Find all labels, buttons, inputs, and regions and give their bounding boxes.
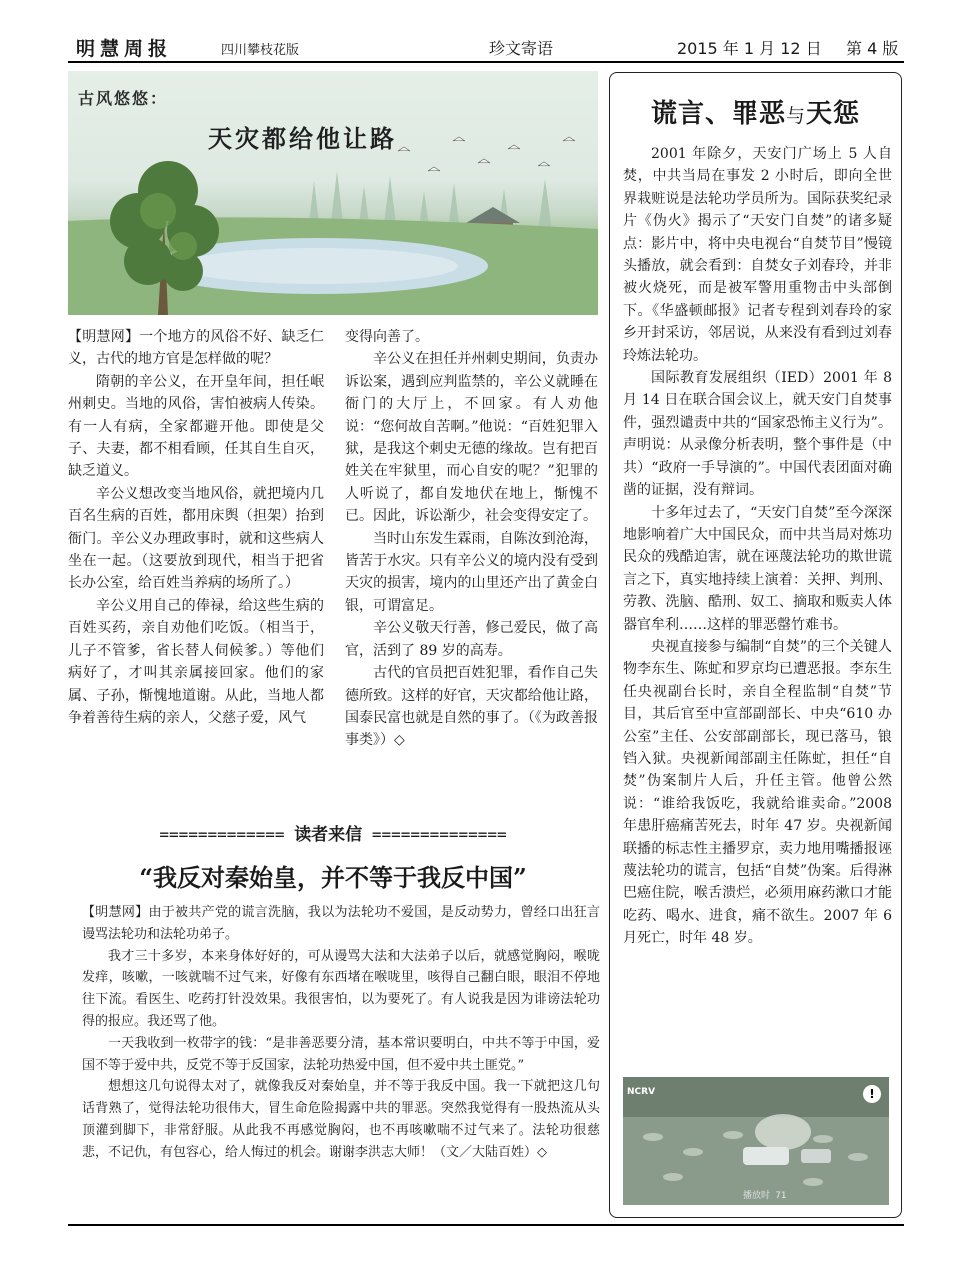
article-paragraph: 当时山东发生霖雨，自陈汝到沧海，皆苦于水灾。只有辛公义的境内没有受到天灾的损害，境内的山里还产出了黄金白银，可谓富足。: [345, 530, 598, 614]
square-scene: [623, 1077, 889, 1205]
page-header: [68, 34, 904, 60]
sidebar-title-part: 谎言、罪恶: [650, 99, 786, 129]
page-number: 第 4 版: [846, 39, 899, 58]
divider-left: =============: [159, 825, 285, 844]
sidebar-body: [623, 143, 892, 950]
letter-paragraph: 想想这几句说得太对了，就像我反对秦始皇，并不等于我反中国。我一下就把这几句话背熟了，觉得法轮功很伟大，冒生命危险揭露中共的罪恶。突然我觉得有一股热流从头顶灌到脚下，非常舒服。从此我不再感觉胸闷，也不再咳嗽喘不过气来了。法轮功很慈悲，不记仇，有包容心，给人悔过的机会。谢谢李洪志大师！（文／大陆百姓）◇: [82, 1079, 600, 1160]
article-paragraph: 辛公义想改变当地风俗，就把境内几百名生病的百姓，都用床舆（担架）抬到衙门。辛公义办理政事时，就和这些病人坐在一起。（这要放到现代，相当于把省长办公室，给百姓当养病的场所了。）: [68, 485, 324, 592]
letter-body: [82, 902, 600, 1164]
header-rule: [68, 61, 904, 63]
article-paragraph: 变得向善了。: [345, 329, 429, 345]
banner-kicker: 古风悠悠：: [78, 89, 169, 108]
article-paragraph: 辛公义在担任并州刺史期间，负责办诉讼案，遇到应判监禁的，辛公义就睡在衙门的大厅上，不回家。有人劝他说：“您何故自苦啊。”他说：“百姓犯罪入狱，是我这个刺史无德的缘故。岂有把百姓关在牢狱里，而心自安的呢？”犯罪的人听说了，都自发地伏在地上，惭愧不已。因此，诉讼渐少，社会变得安定了。: [345, 351, 598, 525]
divider-right: ==============: [371, 825, 507, 844]
sidebar-paragraph: 央视直接参与编制“自焚”的三个关键人物李东生、陈虻和罗京均已遭恶报。李东生任央视副台长时，亲自全程监制“自焚”节目，其后官至中宣部副部长、中央“610 办公室”主任、公安部副部长，现已落马，锒铛入狱。央视新闻部副主任陈虻，担任“自焚”伪案制片人后，升任主管。他曾公然说：“谁给我饭吃，我就给谁卖命。”2008 年患肝癌痛苦死去，时年 47 岁。央视新闻联播的标志性主播罗京，卖力地用嘴播报诬蔑法轮功的谎言，包括“自焚”伪案。后得淋巴癌住院，喉舌溃烂，必须用麻药漱口才能吃药、喝水、进食，痛不欲生。2007 年 6 月死亡，时年 48 岁。: [623, 638, 892, 947]
sidebar-title-part: 天惩: [806, 99, 861, 129]
section-name: 珍文寄语: [489, 39, 554, 58]
issue-date: 2015 年 1 月 12 日: [677, 39, 822, 58]
article-column-left: [68, 326, 324, 729]
reader-section-divider: [68, 820, 598, 844]
newspaper-brand: 明慧周报: [76, 38, 173, 60]
edition-label: 四川攀枝花版: [221, 43, 300, 58]
warning-icon: !: [863, 1085, 881, 1103]
article-paragraph: 【明慧网】一个地方的风俗不好、缺乏仁义，古代的地方官是怎样做的呢？: [68, 329, 324, 368]
reader-section-label: 读者来信: [294, 825, 363, 845]
article-paragraph: 辛公义敬天行善，修己爱民，做了高官，活到了 89 岁的高寿。: [345, 620, 598, 659]
footer-rule: [68, 1224, 904, 1226]
letter-title: “我反对秦始皇，并不等于我反中国”: [139, 863, 527, 892]
article-column-right: [345, 326, 598, 752]
photo-timestamp: 播放时 71: [743, 1191, 787, 1201]
landscape-banner: [68, 71, 598, 315]
sidebar-paragraph: 十多年过去了，“天安门自焚”至今深深地影响着广大中国民众，而中共当局对炼功民众的残酷迫害，就在诬蔑法轮功的欺世谎言之下，真实地持续上演着：关押、判刑、劳教、洗脑、酷刑、奴工、摘取和贩卖人体器官牟利……这样的罪恶罄竹难书。: [623, 504, 892, 633]
photo-channel-tag: NCRV: [627, 1087, 656, 1097]
article-headline: 天灾都给他让路: [208, 125, 397, 153]
sidebar-box: [609, 72, 902, 1218]
article-paragraph: 辛公义用自己的俸禄，给这些生病的百姓买药，亲自劝他们吃饭。（相当于，儿子不管爹，省长替人伺候爹。）等他们病好了，才叫其亲属接回家。他们的家属、子孙，惭愧地道谢。从此，当地人都争着善待生病的亲人，父慈子爱，风气: [68, 597, 324, 726]
news-photo: [623, 1077, 889, 1205]
sidebar-paragraph: 2001 年除夕，天安门广场上 5 人自焚，中共当局在事发 2 小时后，即向全世界栽赃说是法轮功学员所为。国际获奖纪录片《伪火》揭示了“天安门自焚”的诸多疑点：影片中，将中央电视台“自焚节目”慢镜头播放，就会看到：自焚女子刘春玲，并非被火烧死，而是被军警用重物击中头部倒下。《华盛顿邮报》记者专程到刘春玲的家乡开封采访，邻居说，从来没有看到过刘春玲炼法轮功。: [623, 146, 892, 364]
sidebar-title-conj: 与: [785, 105, 806, 127]
article-paragraph: 古代的官员把百姓犯罪，看作自己失德所致。这样的好官，天灾都给他让路，国泰民富也就是自然的事了。（《为政善报事类》）◇: [345, 665, 598, 749]
article-paragraph: 隋朝的辛公义，在开皇年间，担任岷州刺史。当地的风俗，害怕被病人传染。有一人有病，全家都避开他。即使是父子、夫妻，都不相看顾，任其自生自灭，缺乏道义。: [68, 373, 324, 480]
letter-paragraph: 【明慧网】由于被共产党的谎言洗脑，我以为法轮功不爱国，是反动势力，曾经口出狂言谩骂法轮功和法轮功弟子。: [82, 905, 600, 942]
sidebar-title: [610, 93, 901, 130]
sidebar-paragraph: 国际教育发展组织（IED）2001 年 8 月 14 日在联合国会议上，就天安门自焚事件，强烈谴责中共的“国家恐怖主义行为”。声明说：从录像分析表明，整个事件是（中共）“政府一手导演的”。中国代表团面对确凿的证据，没有辩词。: [623, 370, 892, 499]
letter-paragraph: 一天我收到一枚带字的钱：“是非善恶要分清，基本常识要明白，中共不等于中国，爱国不等于爱中共，反党不等于反国家，法轮功热爱中国，但不爱中共土匪党。”: [82, 1035, 600, 1073]
letter-paragraph: 我才三十多岁，本来身体好好的，可从谩骂大法和大法弟子以后，就感觉胸闷，喉咙发痒，咳嗽，一咳就喘不过气来，好像有东西堵在喉咙里，咳得自己翻白眼，眼泪不停地往下流。看医生、吃药打针没效果。我很害怕，以为要死了。有人说我是因为诽谤法轮功得的报应。我还骂了他。: [82, 948, 600, 1029]
